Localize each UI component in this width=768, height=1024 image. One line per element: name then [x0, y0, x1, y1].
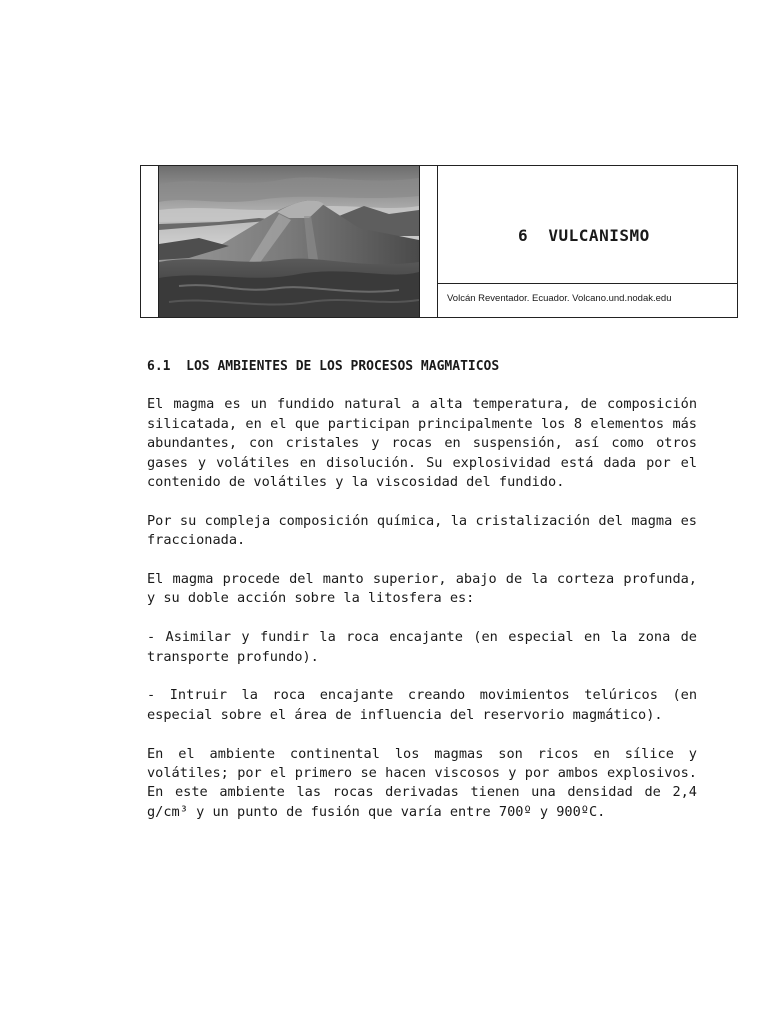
- header-left-margin-cell: [141, 166, 159, 317]
- paragraph-continental-environment: En el ambiente continental los magmas son ricos en sílice y volátiles; por el primero se hacen viscosos y por ambos explosivos. En este ambiente las rocas derivadas tienen una densidad de 2,4 g/cm³ y un punto de fusión que varía entre 700º y 900ºC.: [147, 745, 697, 820]
- header-divider-cell: [419, 166, 438, 317]
- volcano-photo: [159, 166, 419, 317]
- chapter-header-table: [140, 165, 738, 318]
- paragraph-crystallization: Por su compleja composición química, la cristalización del magma es fraccionada.: [147, 512, 697, 549]
- paragraph-magma-origin: El magma procede del manto superior, abajo de la corteza profunda, y su doble acción sobre la litosfera es:: [147, 571, 697, 607]
- chapter-title: 6 VULCANISMO: [518, 226, 650, 245]
- paragraph-assimilate: - Asimilar y fundir la roca encajante (en especial en la zona de transporte profundo).: [147, 629, 697, 665]
- section-content: [147, 357, 697, 842]
- photo-caption: Volcán Reventador. Ecuador. Volcano.und.nodak.edu: [447, 293, 672, 304]
- section-heading: 6.1 LOS AMBIENTES DE LOS PROCESOS MAGMATICOS: [147, 359, 500, 374]
- chapter-title-cell: [438, 166, 737, 284]
- paragraph-intrude: - Intruir la roca encajante creando movimientos telúricos (en especial sobre el área de influencia del reservorio magmático).: [147, 687, 697, 723]
- paragraph-magma-definition: El magma es un fundido natural a alta temperatura, de composición silicatada, en el que participan principalmente los 8 elementos más abundantes, con cristales y rocas en suspensión, así como otros gases y volátiles en disolución. Su explosividad está dada por el contenido de volátiles y la viscosidad del fundido.: [147, 396, 697, 491]
- photo-caption-cell: [438, 283, 737, 317]
- volcano-photo-drawing: [159, 166, 419, 317]
